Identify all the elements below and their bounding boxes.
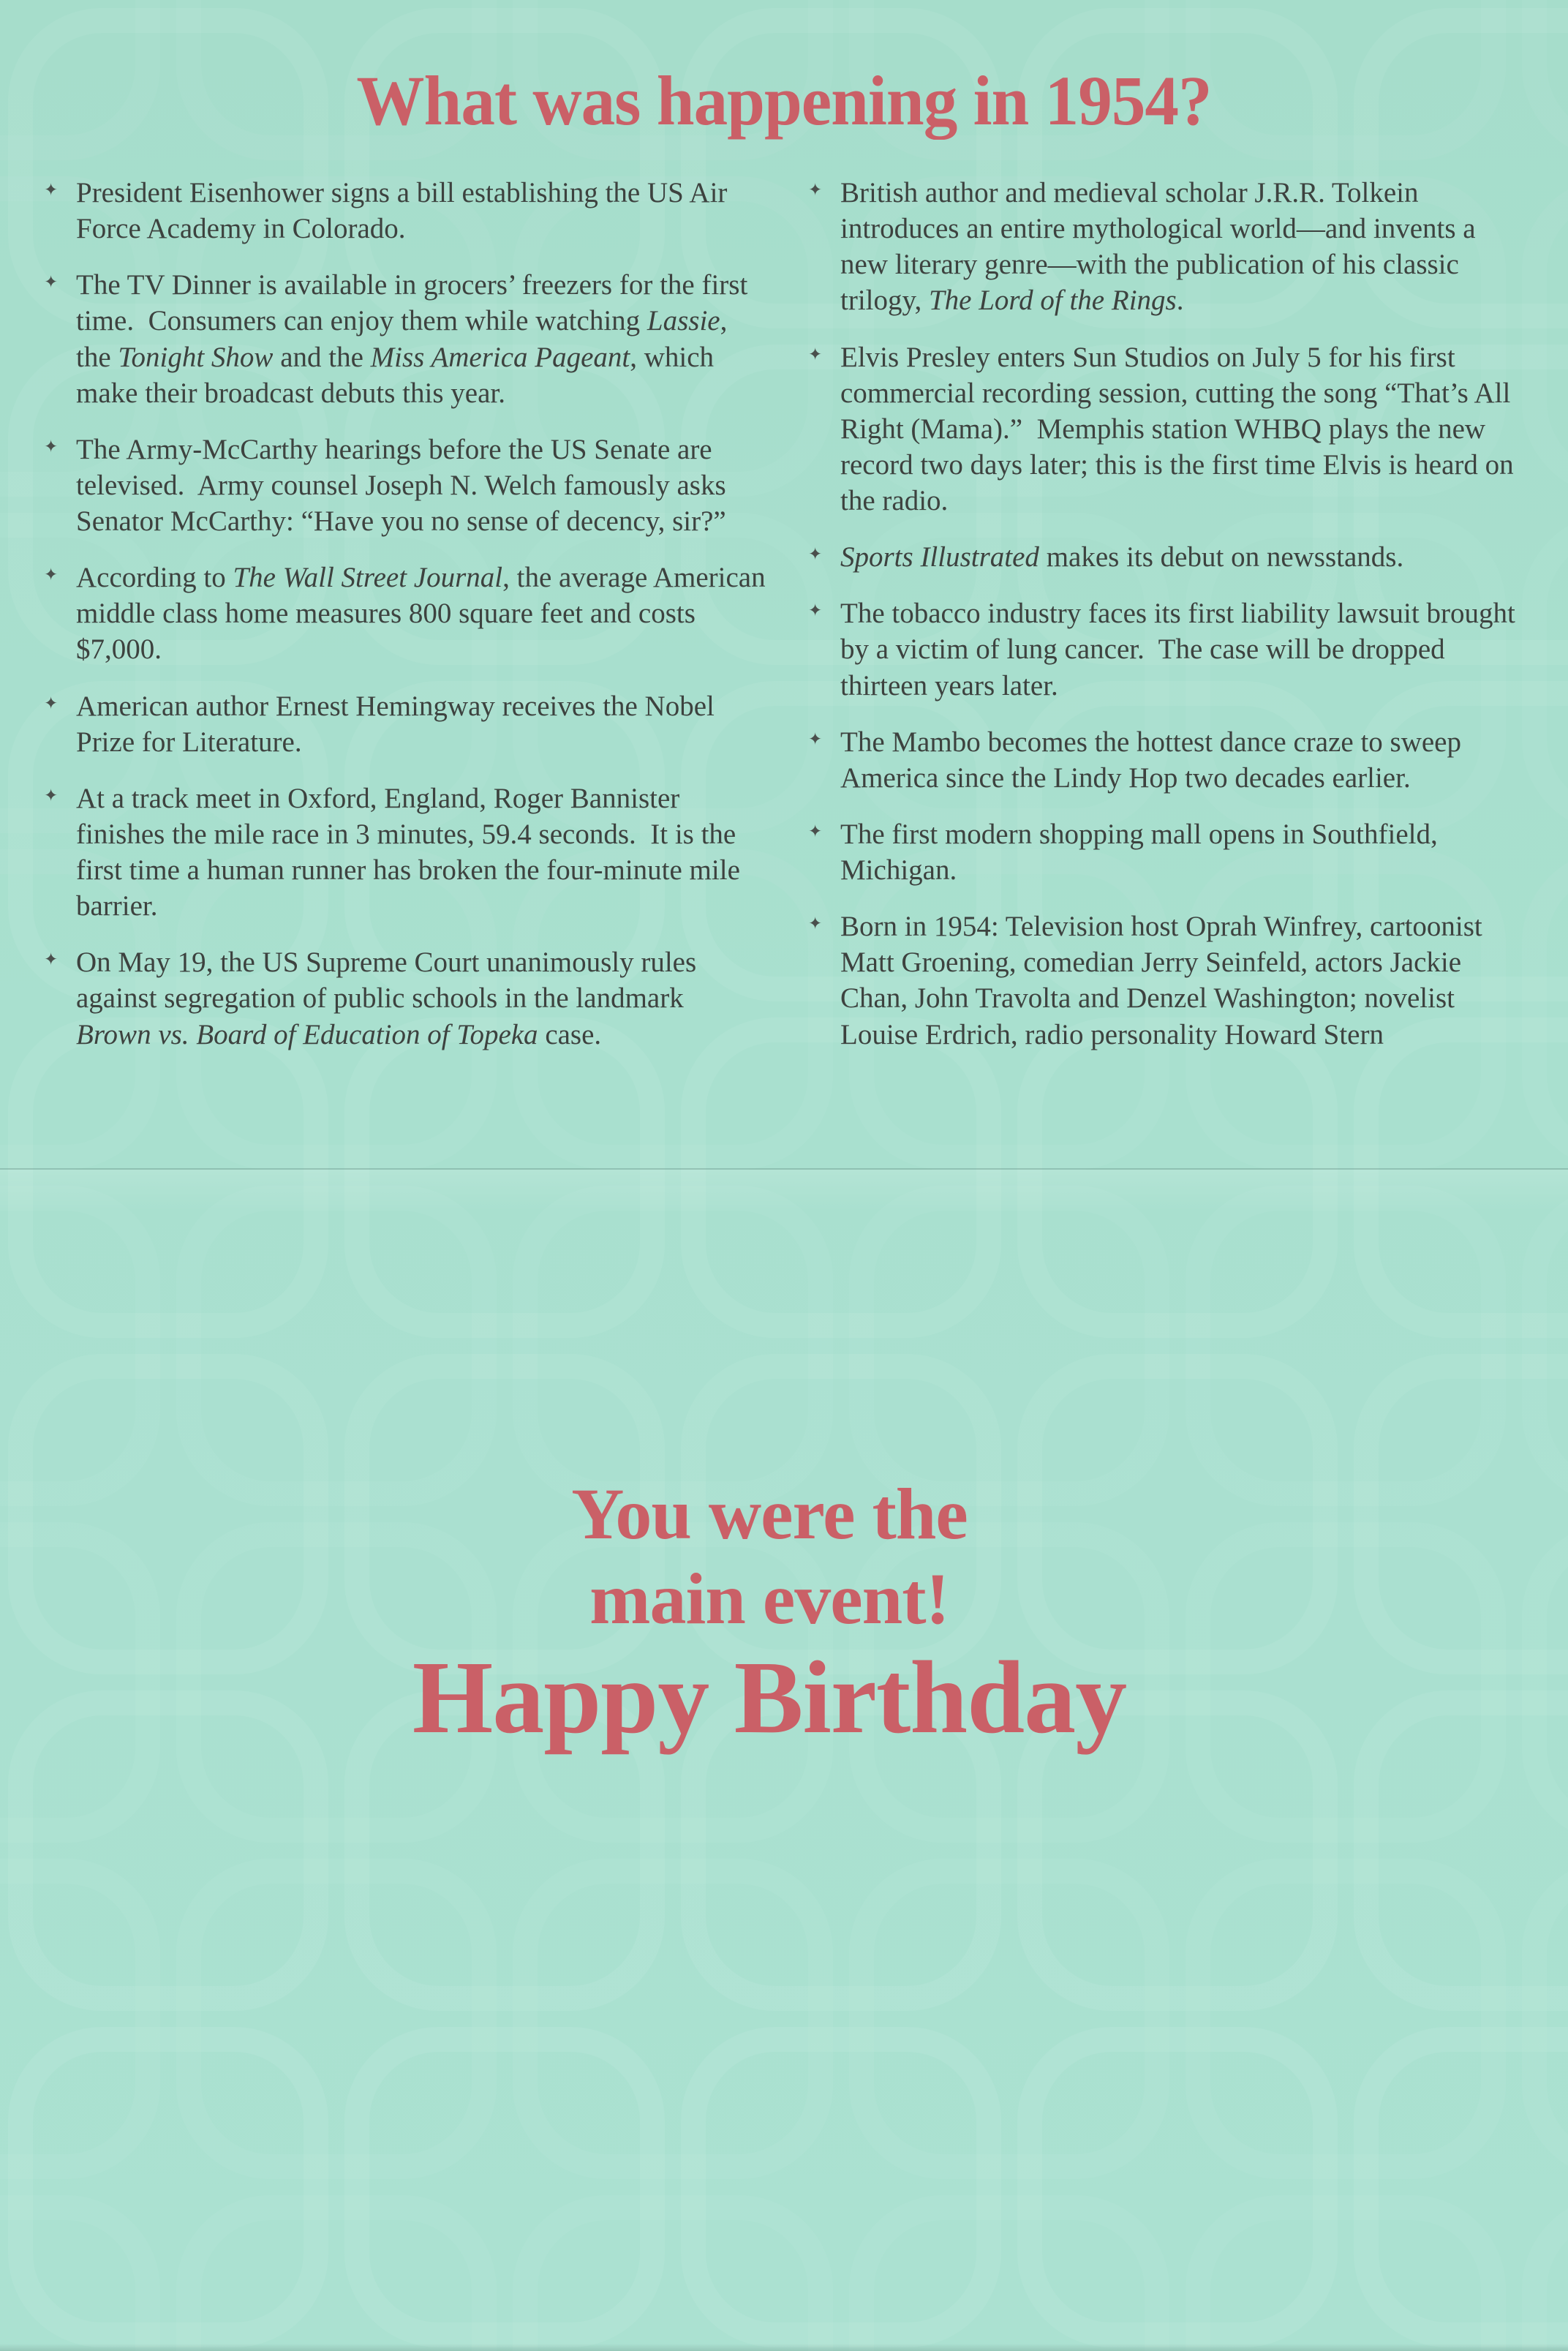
fact-text: The tobacco industry faces its first liability lawsuit brought by a victim of lung cancer. The case will be dropped thirteen years later. xyxy=(840,598,1515,701)
fact-text: The Mambo becomes the hottest dance craze to sweep America since the Lindy Hop two decades earlier. xyxy=(840,726,1461,794)
fact-text: Born in 1954: Television host Oprah Winfrey, cartoonist Matt Groening, comedian Jerry Seinfeld, actors Jackie Chan, John Travolta and Denzel Washington; novelist Louise Erdrich, radio personality Howard Stern xyxy=(840,911,1482,1050)
bullet-diamond-icon: ✦ xyxy=(808,601,823,620)
fact-text: The TV Dinner is available in grocers’ freezers for the first time. Consumers can enjoy them while watching Lassie, the Tonight Show and the Miss America Pageant, which make their broadcast debuts this year. xyxy=(76,269,748,409)
facts-columns xyxy=(0,141,1568,1073)
list-item xyxy=(42,560,766,667)
fact-text: President Eisenhower signs a bill establishing the US Air Force Academy in Colorado. xyxy=(76,177,728,245)
fact-text: Sports Illustrated makes its debut on newsstands. xyxy=(840,541,1404,573)
bullet-diamond-icon: ✦ xyxy=(808,545,823,564)
bullet-diamond-icon: ✦ xyxy=(44,437,59,456)
happy-birthday-greeting: Happy Birthday xyxy=(412,1639,1127,1755)
bullet-diamond-icon: ✦ xyxy=(808,181,823,199)
bullet-diamond-icon: ✦ xyxy=(44,565,59,584)
fold-crease-highlight xyxy=(0,1170,1568,1211)
fact-text: Elvis Presley enters Sun Studios on July 5 for his first commercial recording session, cutting the song “That’s All Right (Mama).” Memphis station WHBQ plays the new record two days later; this is the first time Elvis is heard on the radio. xyxy=(840,341,1514,516)
closing-line-1: You were the xyxy=(571,1473,968,1554)
list-item xyxy=(807,816,1530,888)
bullet-diamond-icon: ✦ xyxy=(44,950,59,969)
facts-column-left xyxy=(42,175,766,1073)
bullet-diamond-icon: ✦ xyxy=(44,693,59,712)
page-title: What was happening in 1954? xyxy=(356,61,1212,140)
bullet-diamond-icon: ✦ xyxy=(808,914,823,933)
fact-text: British author and medieval scholar J.R.R. Tolkein introduces an entire mythological world—and invents a new literary genre—with the publication of his classic trilogy, The Lord of the Rings. xyxy=(840,177,1476,317)
bullet-diamond-icon: ✦ xyxy=(44,181,59,199)
list-item xyxy=(42,688,766,760)
closing-message xyxy=(0,1472,1553,1641)
list-item xyxy=(42,944,766,1052)
fact-text: At a track meet in Oxford, England, Roger Bannister finishes the mile race in 3 minutes, 59.4 seconds. It is the first time a human runner has broken the four-minute mile barrier. xyxy=(76,782,740,922)
list-item xyxy=(807,175,1530,319)
bullet-diamond-icon: ✦ xyxy=(808,821,823,840)
fact-text: On May 19, the US Supreme Court unanimously rules against segregation of public schools in the landmark Brown vs. Board of Education of Topeka case. xyxy=(76,947,697,1050)
list-item xyxy=(42,267,766,411)
list-item xyxy=(807,595,1530,703)
scan-bottom-edge xyxy=(0,2344,1568,2351)
list-item xyxy=(807,724,1530,796)
list-item xyxy=(807,909,1530,1053)
fact-text: American author Ernest Hemingway receives the Nobel Prize for Literature. xyxy=(76,690,715,758)
facts-column-right xyxy=(807,175,1530,1073)
closing-line-2: main event! xyxy=(589,1558,949,1639)
list-item xyxy=(807,339,1530,519)
list-item xyxy=(42,780,766,925)
bullet-diamond-icon: ✦ xyxy=(44,273,59,292)
list-item xyxy=(807,539,1530,575)
list-item xyxy=(42,432,766,539)
bullet-diamond-icon: ✦ xyxy=(808,345,823,364)
fact-text: The first modern shopping mall opens in Southfield, Michigan. xyxy=(840,818,1438,886)
bullet-diamond-icon: ✦ xyxy=(808,729,823,748)
fact-text: According to The Wall Street Journal, the average American middle class home measures 800 square feet and costs $7,000. xyxy=(76,562,766,666)
fact-text: The Army-McCarthy hearings before the US Senate are televised. Army counsel Joseph N. Welch famously asks Senator McCarthy: “Have you no sense of decency, sir?” xyxy=(76,433,726,537)
list-item xyxy=(42,175,766,247)
bullet-diamond-icon: ✦ xyxy=(44,786,59,805)
